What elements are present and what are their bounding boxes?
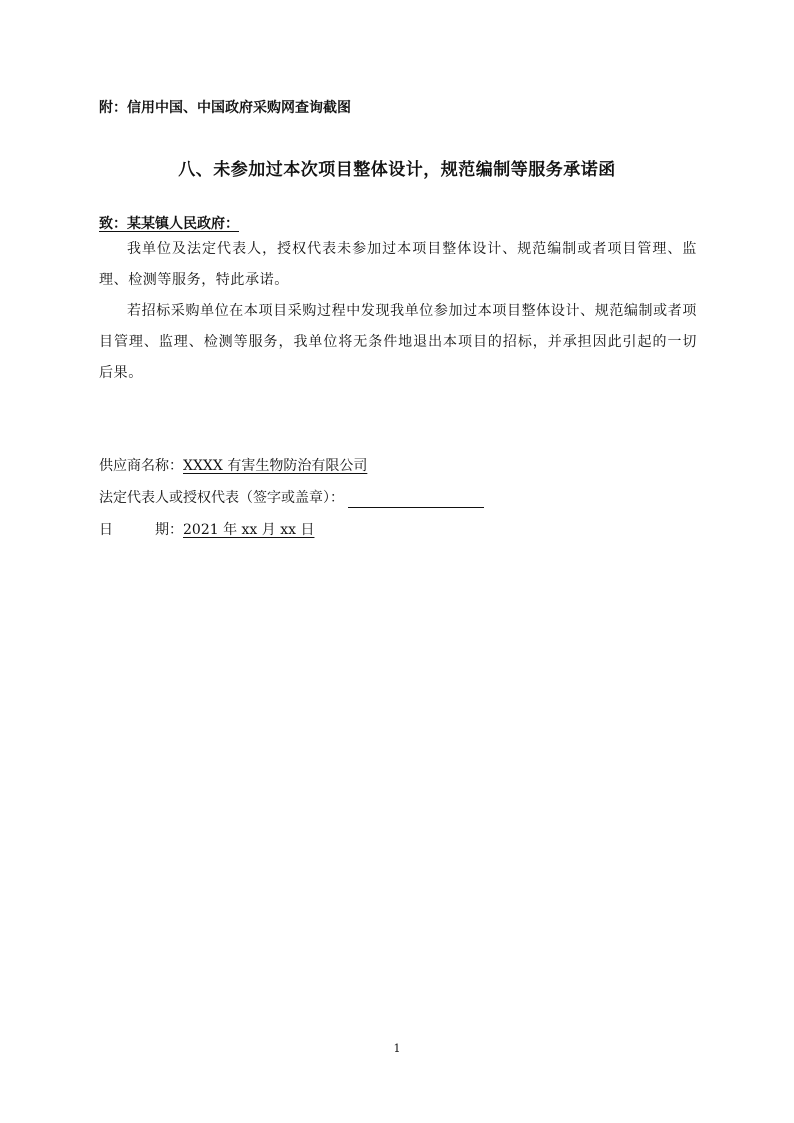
page-number: 1: [393, 1042, 401, 1055]
attachment-note: 附：信用中国、中国政府采购网查询截图: [99, 100, 351, 116]
section-title: 八、未参加过本次项目整体设计，规范编制等服务承诺函: [178, 160, 616, 180]
signature-blank: [348, 491, 484, 508]
supplier-line: [99, 456, 367, 476]
paragraph-2: 若招标采购单位在本项目采购过程中发现我单位参加过本项目整体设计、规范编制或者项目管理、监理、检测等服务，我单位将无条件地退出本项目的招标，并承担因此引起的一切后果。: [99, 303, 697, 381]
date-value: 2021 年 xx 月 xx 日: [183, 522, 315, 538]
signature-label: 法定代表人或授权代表（签字或盖章）：: [99, 490, 344, 506]
supplier-value: XXXX 有害生物防治有限公司: [183, 458, 368, 474]
paragraph-1: 我单位及法定代表人，授权代表未参加过本项目整体设计、规范编制或者项目管理、监理、检测等服务，特此承诺。: [99, 241, 697, 288]
addressee: [99, 214, 239, 234]
date-line: [99, 520, 314, 540]
date-label-1: 日: [99, 522, 113, 538]
date-label-2: 期：: [155, 522, 183, 538]
supplier-label: 供应商名称：: [99, 458, 183, 474]
addressee-text: 致：某某镇人民政府：: [99, 216, 239, 232]
signature-line: [99, 488, 484, 508]
